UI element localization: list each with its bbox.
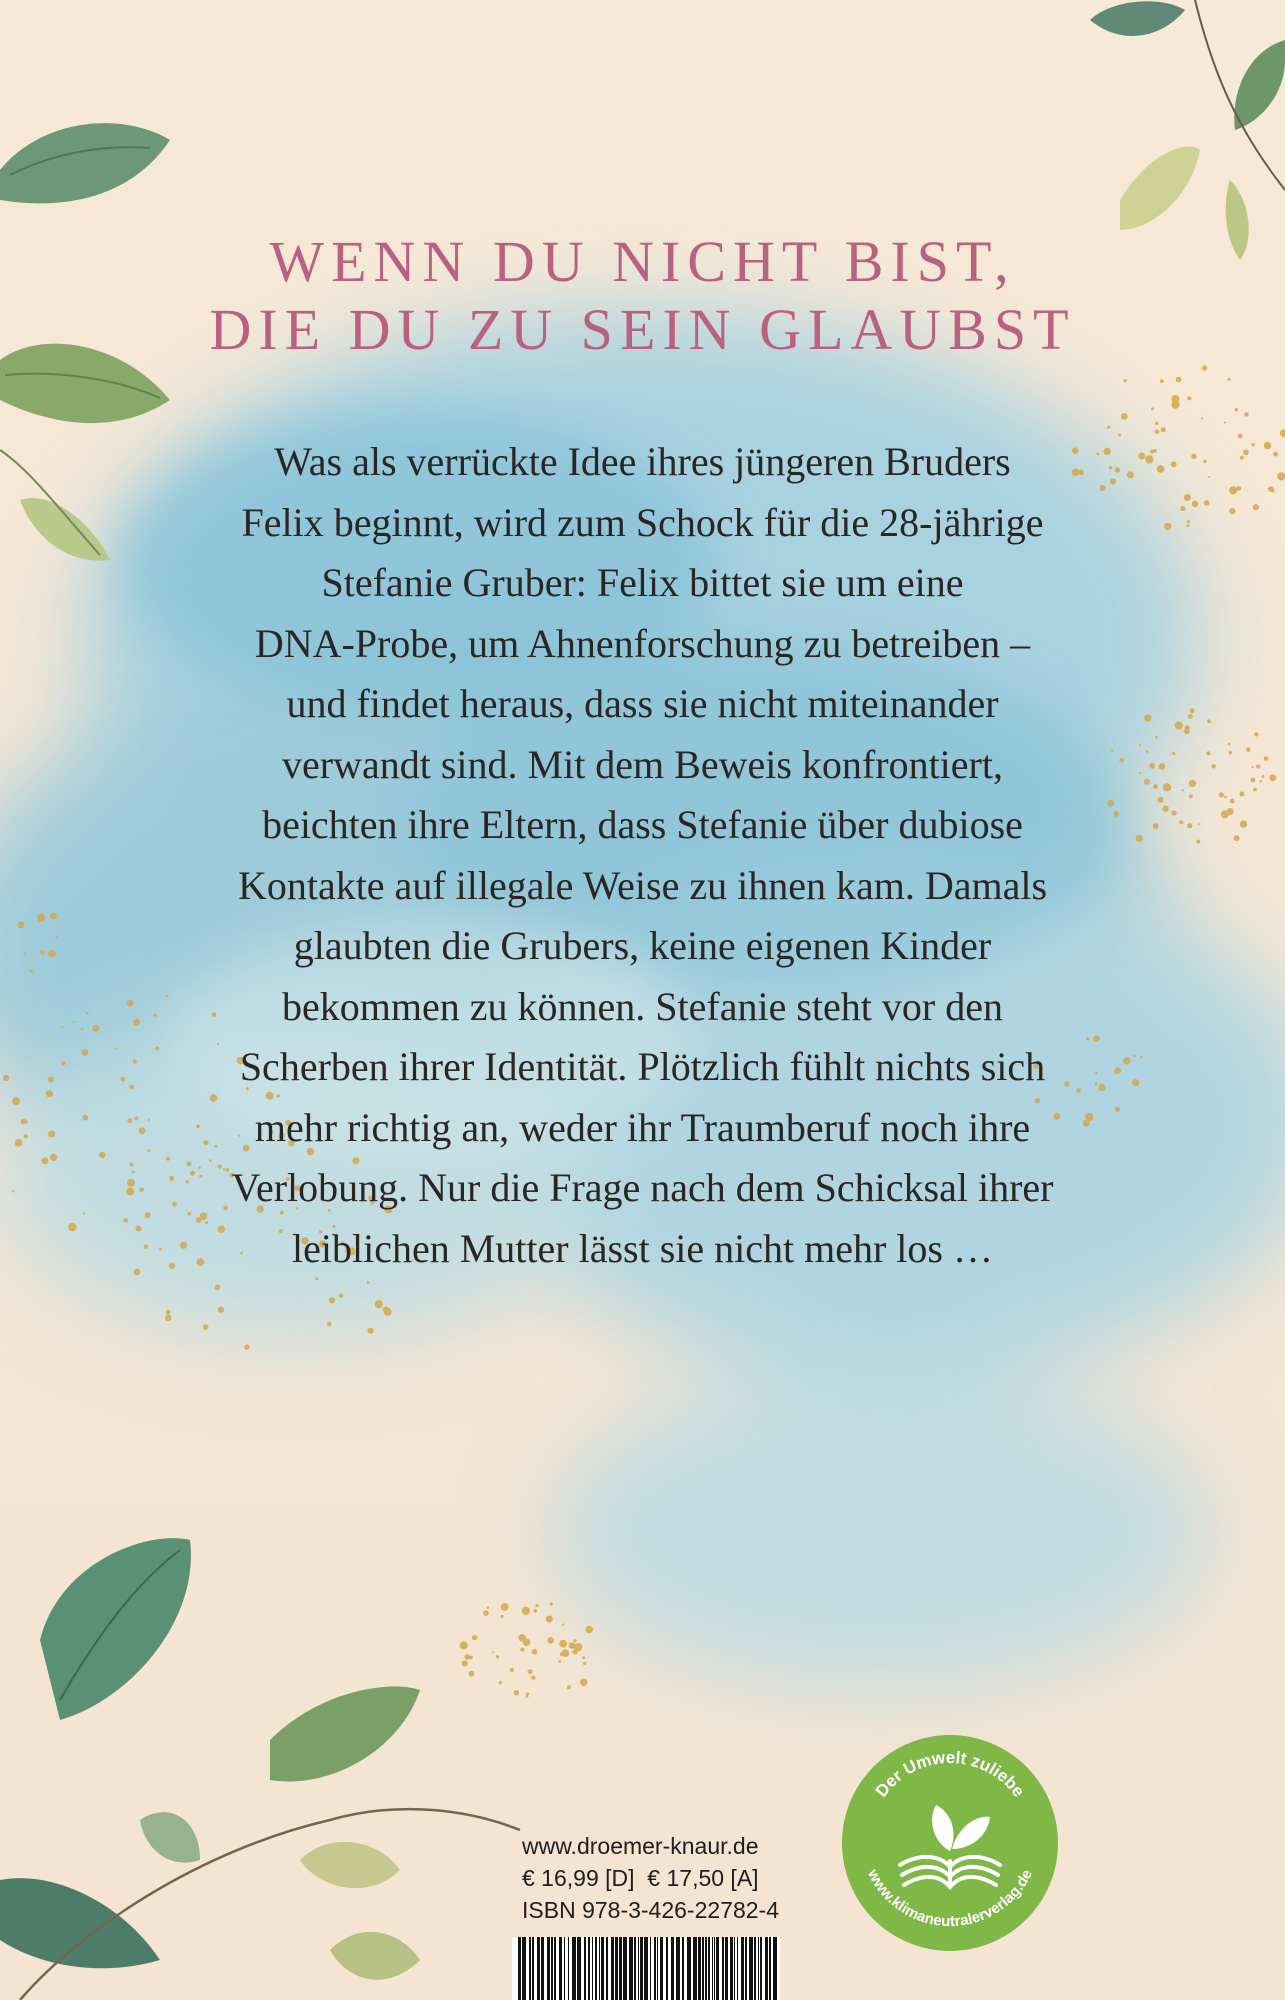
leaf-icon xyxy=(1090,0,1285,260)
blurb-line: Was als verrückte Idee ihres jüngeren Bruders xyxy=(274,439,1011,484)
publisher-info xyxy=(522,1830,779,1926)
blurb-line: mehr richtig an, weder ihr Traumberuf noch ihre xyxy=(254,1104,1031,1150)
eco-badge xyxy=(840,1733,1060,1953)
badge-bottom-text: www.klimaneutralerverlag.de xyxy=(864,1866,1036,1931)
blurb-line: leiblichen Mutter lässt sie nicht mehr los … xyxy=(292,1225,993,1271)
tagline-headline xyxy=(0,228,1285,364)
isbn: ISBN 978-3-426-22782-4 xyxy=(522,1897,779,1923)
tagline-line-1: WENN DU NICHT BIST, xyxy=(269,229,1016,294)
blurb-line: Felix beginnt, wird zum Schock für die 28-jährige xyxy=(241,499,1044,545)
blurb-line: und findet heraus, dass sie nicht miteinander xyxy=(286,681,999,726)
leaf-icon xyxy=(0,1538,520,2000)
blurb-line: Stefanie Gruber: Felix bittet sie um eine xyxy=(321,560,964,605)
blurb-line: verwandt sind. Mit dem Beweis konfrontiert, xyxy=(282,741,1003,787)
publisher-website: www.droemer-knaur.de xyxy=(522,1833,759,1859)
blurb-line: Kontakte auf illegale Weise zu ihnen kam. Damals xyxy=(237,862,1048,908)
tagline-line-2: DIE DU ZU SEIN GLAUBST xyxy=(209,297,1076,362)
blurb-line: Verlobung. Nur die Frage nach dem Schicksal ihrer xyxy=(231,1165,1054,1210)
blurb-line: bekommen zu können. Stefanie steht vor den xyxy=(282,983,1003,1029)
blurb-line: DNA-Probe, um Ahnenforschung zu betreiben – xyxy=(254,620,1031,666)
barcode xyxy=(512,1937,780,2000)
blurb-line: Scherben ihrer Identität. Plötzlich fühlt nichts sich xyxy=(239,1044,1046,1089)
blurb-line: glaubten die Grubers, keine eigenen Kinder xyxy=(293,923,992,968)
price-info: € 16,99 [D] € 17,50 [A] xyxy=(522,1865,759,1891)
book-blurb xyxy=(150,432,1135,1279)
badge-top-text: Der Umwelt zuliebe xyxy=(871,1747,1029,1801)
blurb-line: beichten ihre Eltern, dass Stefanie über dubiose xyxy=(262,802,1023,847)
